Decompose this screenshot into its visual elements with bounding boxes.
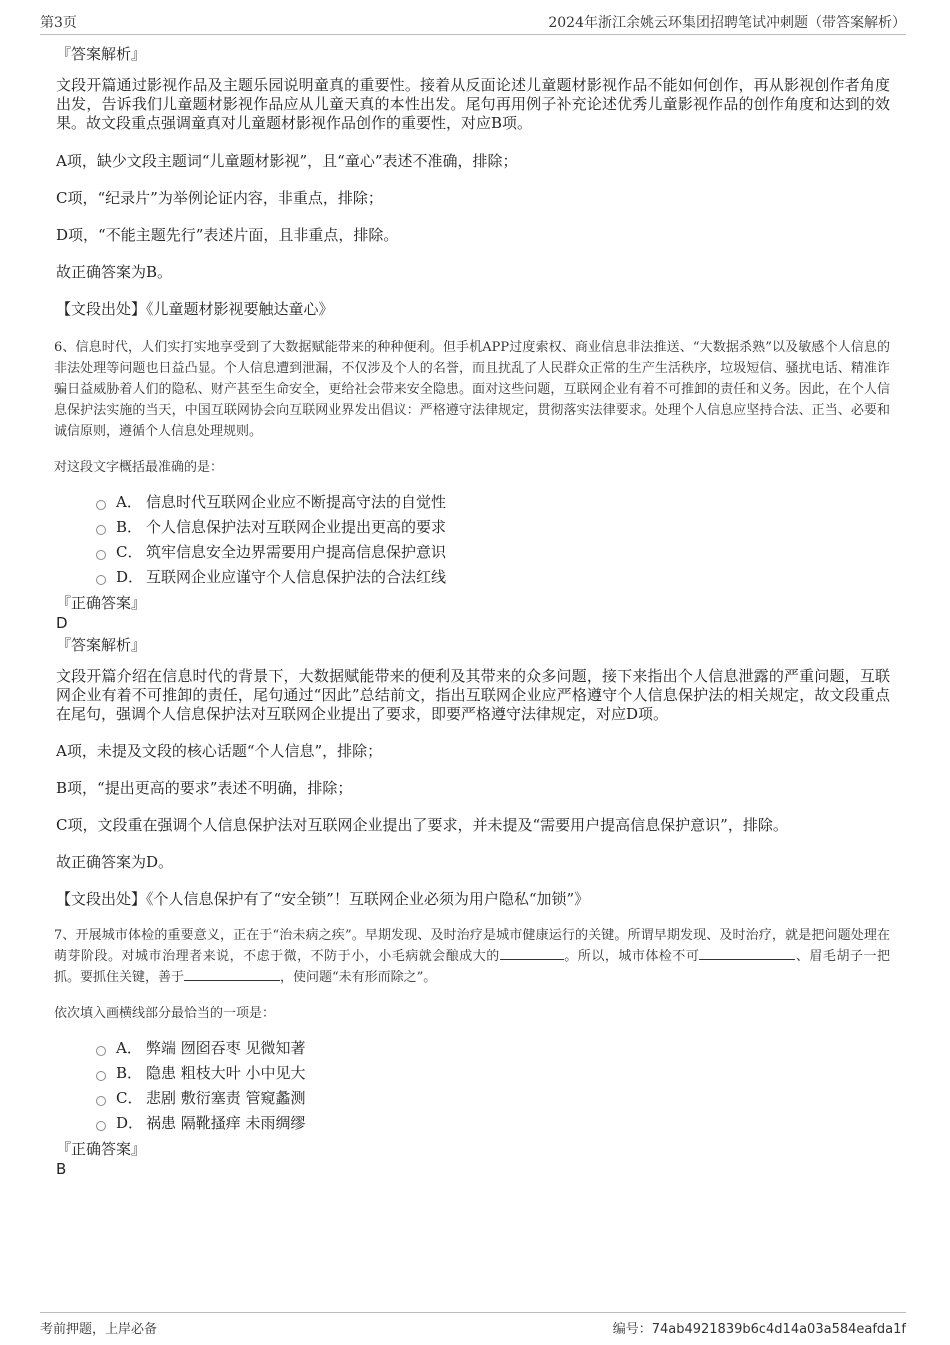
correct-answer: B [56, 1160, 67, 1178]
option-key: C． [116, 1089, 143, 1107]
question-6-options [96, 489, 890, 589]
analysis-option-d: D项，“不能主题先行”表述片面，且非重点，排除。 [56, 226, 399, 244]
radio-icon[interactable] [96, 1096, 106, 1106]
option-key: B． [116, 518, 143, 536]
option-key: A． [116, 1039, 142, 1057]
document-id-value: 74ab4921839b6c4d14a03a584eafda1f [651, 1322, 906, 1337]
option-c[interactable] [96, 539, 890, 564]
fill-blank-2[interactable] [699, 947, 795, 960]
analysis-label: 『答案解析』 [56, 636, 147, 654]
radio-icon[interactable] [96, 525, 106, 535]
option-d[interactable] [96, 564, 890, 589]
option-text: 互联网企业应谨守个人信息保护法的合法红线 [146, 568, 447, 586]
fill-blank-3[interactable] [184, 968, 280, 981]
option-text: 筑牢信息安全边界需要用户提高信息保护意识 [146, 543, 447, 561]
question-7-part-2: 。所以，城市体检不可 [563, 949, 700, 964]
question-7-options [96, 1035, 890, 1135]
correct-answer: D [56, 614, 68, 632]
analysis-text: 文段开篇通过影视作品及主题乐园说明童真的重要性。接着从反面论述儿童题材影视作品不能如何创作，再从影视创作者角度出发，告诉我们儿童题材影视作品应从儿童天真的本性出发。尾句再用例子补充论述优秀儿童影视作品的创作角度和达到的效果。故文段重点强调童真对儿童题材影视作品创作的重要性，对应B项。 [56, 76, 890, 132]
question-7-part-4: ，使问题“未有形而除之”。 [280, 970, 437, 985]
question-6-prompt: 对这段文字概括最准确的是： [54, 460, 224, 475]
document-title: 2024年浙江余姚云环集团招聘笔试冲刺题（带答案解析） [548, 15, 906, 31]
option-text: 个人信息保护法对互联网企业提出更高的要求 [146, 518, 447, 536]
page-number: 第3页 [40, 15, 77, 31]
option-a[interactable] [96, 1035, 890, 1060]
option-a[interactable] [96, 489, 890, 514]
option-b[interactable] [96, 1060, 890, 1085]
source-citation: 【文段出处】《个人信息保护有了“安全锁”！互联网企业必须为用户隐私“加锁”》 [56, 890, 590, 908]
document-id [613, 1318, 906, 1337]
option-key: C． [116, 543, 143, 561]
radio-icon[interactable] [96, 1121, 106, 1131]
option-key: A． [116, 493, 142, 511]
option-text: 隐患 粗枝大叶 小中见大 [146, 1064, 306, 1082]
footer-slogan: 考前押题，上岸必备 [40, 1322, 158, 1337]
analysis-option-a: A项，未提及文段的核心话题“个人信息”，排除； [56, 742, 383, 760]
question-7-part-3: 、眉毛胡子一把抓。要抓住关键，善于 [54, 949, 890, 985]
answer-label: 『正确答案』 [56, 594, 147, 612]
analysis-option-c: C项，“纪录片”为举例论证内容，非重点，排除； [56, 189, 383, 207]
analysis-option-a: A项，缺少文段主题词“儿童题材影视”，且“童心”表述不准确，排除； [56, 152, 518, 170]
radio-icon[interactable] [96, 1071, 106, 1081]
document-id-label: 编号： [612, 1322, 652, 1337]
source-citation: 【文段出处】《儿童题材影视要触达童心》 [56, 300, 334, 318]
question-7-text [54, 925, 890, 988]
radio-icon[interactable] [96, 550, 106, 560]
option-text: 弊端 囫囵吞枣 见微知著 [146, 1039, 306, 1057]
page-header [40, 10, 906, 35]
page-footer [40, 1312, 906, 1337]
option-key: B． [116, 1064, 143, 1082]
option-text: 悲剧 敷衍塞责 管窥蠡测 [146, 1089, 306, 1107]
option-key: D． [116, 568, 144, 586]
radio-icon[interactable] [96, 500, 106, 510]
analysis-conclusion: 故正确答案为B。 [56, 263, 173, 281]
analysis-option-c: C项，文段重在强调个人信息保护法对互联网企业提出了要求，并未提及“需要用户提高信息保护意识”，排除。 [56, 816, 788, 834]
analysis-label: 『答案解析』 [56, 45, 147, 63]
radio-icon[interactable] [96, 575, 106, 585]
option-text: 信息时代互联网企业应不断提高守法的自觉性 [146, 493, 447, 511]
question-6-text: 6、信息时代，人们实打实地享受到了大数据赋能带来的种种便利。但手机APP过度索权、商业信息非法推送、“大数据杀熟”以及敏感个人信息的非法处理等问题也日益凸显。个人信息遭到泄漏，不仅涉及个人的名誉，而且扰乱了人民群众正常的生产生活秩序，垃圾短信、骚扰电话、精准诈骗日益威胁着人们的隐私、财产甚至生命安全，更给社会带来安全隐患。面对这些问题，互联网企业有着不可推卸的责任和义务。因此，在个人信息保护法实施的当天，中国互联网协会向互联网业界发出倡议：严格遵守法律规定，贯彻落实法律要求。处理个人信息应坚持合法、正当、必要和诚信原则，遵循个人信息处理规则。 [54, 340, 890, 439]
analysis-option-b: B项，“提出更高的要求”表述不明确，排除； [56, 779, 353, 797]
question-7-part-1: 7、开展城市体检的重要意义，正在于“治未病之疾”。早期发现、及时治疗是城市健康运行的关键。所谓早期发现、及时治疗，就是把问题处理在萌芽阶段。对城市治理者来说，不虑于微，不防于小，小毛病就会酿成大的 [54, 928, 890, 964]
option-c[interactable] [96, 1085, 890, 1110]
document-body [56, 44, 890, 1179]
analysis-conclusion: 故正确答案为D。 [56, 853, 174, 871]
analysis-text: 文段开篇介绍在信息时代的背景下，大数据赋能带来的便利及其带来的众多问题，接下来指出个人信息泄露的严重问题，互联网企业有着不可推卸的责任，尾句通过“因此”总结前文，指出互联网企业应严格遵守个人信息保护法的相关规定，故文段重点在尾句，强调个人信息保护法对互联网企业提出了要求，即要严格遵守法律规定，对应D项。 [56, 667, 890, 723]
answer-label: 『正确答案』 [56, 1140, 147, 1158]
option-b[interactable] [96, 514, 890, 539]
option-key: D． [116, 1114, 144, 1132]
option-text: 祸患 隔靴搔痒 未雨绸缪 [146, 1114, 306, 1132]
question-7-prompt: 依次填入画横线部分最恰当的一项是： [54, 1006, 276, 1021]
radio-icon[interactable] [96, 1046, 106, 1056]
fill-blank-1[interactable] [500, 947, 564, 960]
option-d[interactable] [96, 1110, 890, 1135]
